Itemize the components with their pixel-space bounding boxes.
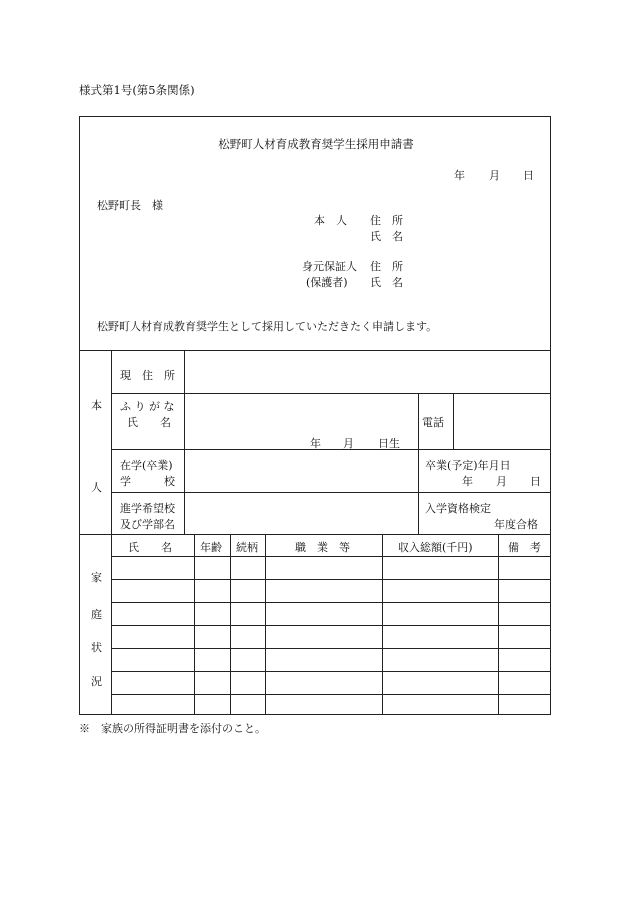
family-header-income: 収入総額(千円) (398, 541, 473, 554)
desired-school-label-2: 及び学部名 (120, 518, 175, 531)
family-header-occupation: 職 業 等 (295, 541, 350, 554)
furigana-label: ふ り が な (120, 400, 175, 413)
applicant-label: 本 人 (314, 214, 347, 227)
family-side-1: 家 (91, 571, 102, 584)
guarantor-name-label: 氏 名 (370, 276, 403, 289)
birth-month: 月 (343, 437, 354, 450)
date-day: 日 (523, 169, 534, 182)
current-address-label: 現 住 所 (120, 369, 175, 382)
application-form (79, 116, 551, 715)
birth-year: 年 (310, 437, 321, 450)
form-title: 松野町人材育成教育奨学生採用申請書 (218, 137, 414, 151)
guarantor-label: 身元保証人 (302, 260, 357, 273)
family-header-relation: 続柄 (236, 541, 258, 554)
desired-school-label-1: 進学希望校 (120, 502, 175, 515)
applicant-name-label: 氏 名 (370, 230, 403, 243)
graduation-year: 年 (462, 475, 473, 488)
name-label: 氏 名 (127, 416, 171, 429)
qualification-exam-label: 入学資格検定 (425, 502, 491, 515)
graduation-day: 日 (530, 475, 541, 488)
guarantor-parent-label: (保護者) (306, 276, 348, 289)
addressee: 松野町長 様 (97, 199, 163, 212)
request-text: 松野町人材育成教育奨学生として採用していただきたく申請します。 (97, 320, 438, 333)
family-header-age: 年齢 (200, 541, 222, 554)
guarantor-address-label: 住 所 (370, 260, 403, 273)
family-side-2: 庭 (91, 608, 102, 621)
birth-day: 日生 (378, 437, 400, 450)
graduation-month: 月 (496, 475, 507, 488)
qualification-pass-year: 年度合格 (494, 518, 538, 531)
phone-label: 電話 (422, 416, 444, 429)
family-header-name: 氏 名 (128, 541, 172, 554)
family-side-4: 況 (91, 675, 102, 688)
graduation-date-label: 卒業(予定)年月日 (425, 459, 511, 472)
form-number-label: 様式第1号(第5条関係) (79, 83, 195, 97)
school-label-2: 学 校 (120, 475, 175, 488)
self-side-bottom: 人 (91, 481, 102, 494)
date-year: 年 (454, 169, 465, 182)
family-side-3: 状 (91, 641, 102, 654)
applicant-address-label: 住 所 (370, 214, 403, 227)
self-side-top: 本 (91, 399, 102, 412)
date-month: 月 (489, 169, 500, 182)
attachment-note: ※ 家族の所得証明書を添付のこと。 (79, 722, 266, 735)
family-header-remarks: 備 考 (508, 541, 541, 554)
school-label-1: 在学(卒業) (120, 459, 173, 472)
